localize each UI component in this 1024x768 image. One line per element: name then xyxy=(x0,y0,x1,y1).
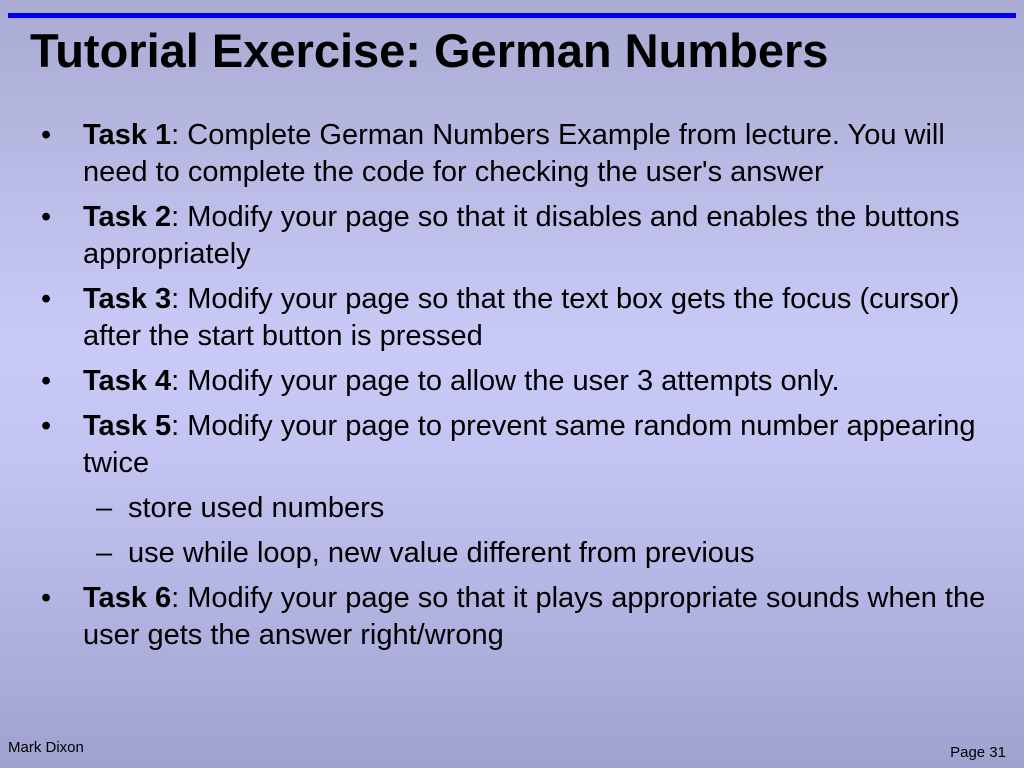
list-item-task-3 xyxy=(41,281,991,355)
task-label: Task 5 xyxy=(83,410,172,442)
list-item-task-2 xyxy=(41,199,991,273)
title-underline xyxy=(8,13,1016,18)
task-list xyxy=(41,117,991,662)
task-text: : Modify your page so that it plays appropriate sounds when the user gets the answer right/wrong xyxy=(83,582,986,651)
bullet-icon: • xyxy=(41,119,52,151)
list-item-task-5 xyxy=(41,408,991,482)
page-number: Page 31 xyxy=(950,744,1006,761)
list-item-task-1 xyxy=(41,117,991,191)
list-item-task-6 xyxy=(41,580,991,654)
bullet-icon: • xyxy=(41,410,52,442)
task-text: : Modify your page to allow the user 3 attempts only. xyxy=(171,365,840,397)
bullet-icon: • xyxy=(41,582,52,614)
bullet-icon: • xyxy=(41,283,52,315)
task-label: Task 1 xyxy=(83,119,172,151)
task-text: : Complete German Numbers Example from lecture. You will need to complete the code for checking the user's answer xyxy=(83,119,945,188)
task-text: : Modify your page to prevent same random number appearing twice xyxy=(83,410,976,479)
bullet-icon: • xyxy=(41,201,52,233)
list-item-task-4 xyxy=(41,363,991,400)
bullet-icon: • xyxy=(41,365,52,397)
sub-list-item xyxy=(41,490,991,527)
task-text: : Modify your page so that it disables and enables the buttons appropriately xyxy=(83,201,960,270)
task-label: Task 2 xyxy=(83,201,172,233)
sub-item-text: store used numbers xyxy=(128,492,385,524)
task-label: Task 6 xyxy=(83,582,172,614)
sub-list-item xyxy=(41,535,991,572)
task-label: Task 3 xyxy=(83,283,172,315)
dash-icon: – xyxy=(96,537,113,569)
dash-icon: – xyxy=(96,492,113,524)
sub-item-text: use while loop, new value different from previous xyxy=(128,537,755,569)
author-name: Mark Dixon xyxy=(8,739,84,756)
task-text: : Modify your page so that the text box gets the focus (cursor) after the start button is pressed xyxy=(83,283,960,352)
task-label: Task 4 xyxy=(83,365,172,397)
slide-title: Tutorial Exercise: German Numbers xyxy=(30,24,829,77)
